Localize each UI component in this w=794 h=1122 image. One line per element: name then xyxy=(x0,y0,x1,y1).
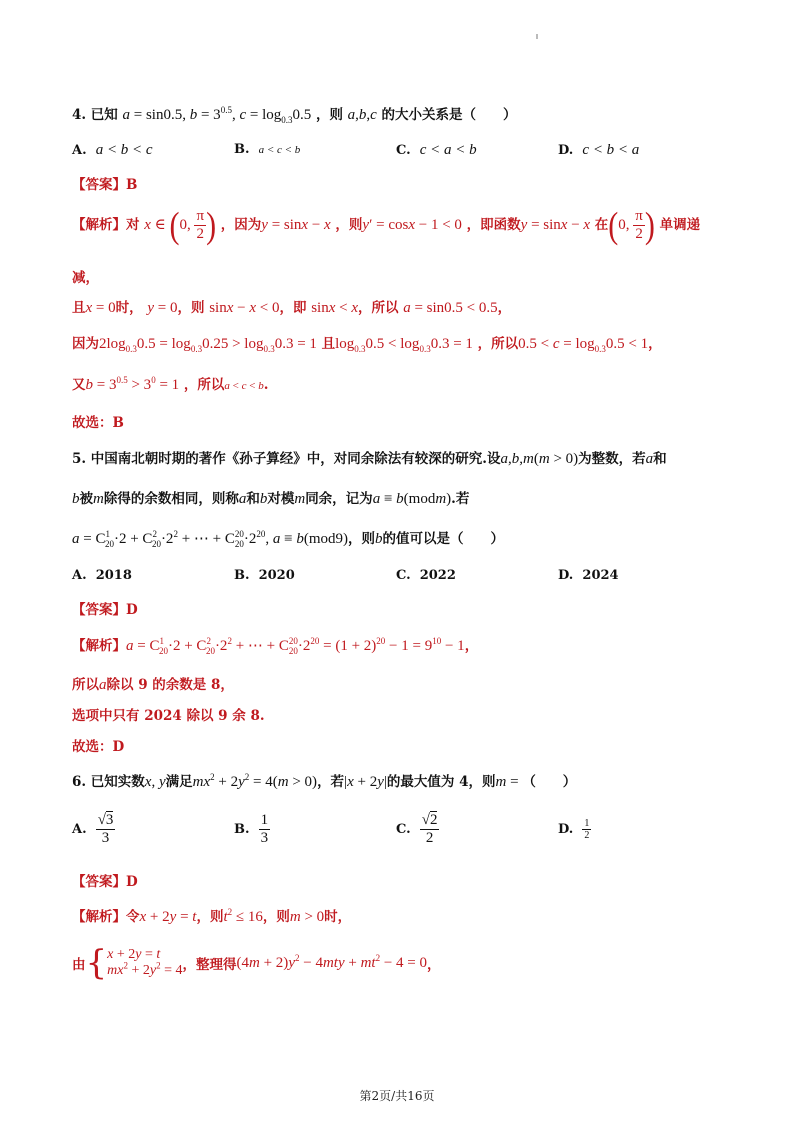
q5-stem-line3: $a = C^1_{20}\cdot 2 + C^2_{20}\cdot 2^2$ + ⋯ + $C^{20}_{20}\cdot 2^{20}$, a ≡ b(mod9)，则b的值可以是（ ） xyxy=(72,529,505,549)
q4-analysis-line2: 减， xyxy=(72,270,99,286)
question-number: 4. xyxy=(72,107,87,123)
q6-stem: 6. 已知实数x, y满足$mx^2 + 2y^2 = 4(m > 0)$，若|x + 2y|的最大值为 4，则m = （ ） xyxy=(72,772,577,790)
q5-analysis-line2: 所以a除以 9 的余数是 8， xyxy=(72,677,234,693)
q4-option-d: D. c < b < a xyxy=(558,142,640,158)
q5-stem-line2: b被m除得的余数相同，则称a和b对模m同余，记为a ≡ b(modm).若 xyxy=(72,491,470,507)
q5-option-b: B. 2020 xyxy=(234,568,295,583)
q6-answer: 【答案】D xyxy=(72,874,138,890)
q4-expression: a = sin0.5, $b = 3^{0.5}$, $c = \log_{0.3}0.5$ xyxy=(122,105,312,125)
q4-option-a: A. a < b < c xyxy=(72,142,153,158)
q4-analysis-line5: 又$b = 3^{0.5} > 3^0 = 1$ ，所以a < c < b. xyxy=(72,375,269,393)
q6-option-b: B. $\frac{1}{3}$ xyxy=(234,812,269,846)
page-footer: 第2页/共16页 xyxy=(359,1089,435,1103)
q4-answer: 【答案】B xyxy=(72,177,138,193)
q6-option-c: C. $\frac{√2}{2}$ xyxy=(396,812,438,846)
q6-analysis-line2: 由 { x + 2y = t $mx^2 + 2y^2 = 4$ ，整理得 $(4m + 2)y^2 - 4mty + mt^2 - 4 = 0$ ， xyxy=(72,943,441,983)
q4-option-b: B. a < c < b xyxy=(234,142,301,157)
q5-answer: 【答案】D xyxy=(72,602,138,618)
q4-analysis-line1: 【解析】对 x ∈ (0, $\frac{\pi}{2}$ ) ，因为y = sinx − x ，则y′ = cosx − 1 < 0 ，即函数y = sinx − x 在(0, $\frac{\pi}{2}$ ) 单调递 xyxy=(72,204,701,246)
q4-conclusion: 故选：B xyxy=(72,415,124,431)
q5-option-a: A. 2018 xyxy=(72,568,132,583)
q5-stem-line1: 5. 中国南北朝时期的著作《孙子算经》中，对同余除法有较深的研究.设a,b,m(m > 0)为整数，若a和 xyxy=(72,451,667,467)
q5-analysis-line3: 选项中只有 2024 除以 9 余 8. xyxy=(72,708,265,724)
q5-analysis-line1: 【解析】$a = C^1_{20}\cdot 2 + C^2_{20}\cdot 2^2$ + ⋯ + $C^{20}_{20}\cdot 2^{20} = (1 + 2)^{20} - 1 = 9^{10} - 1$， xyxy=(72,636,479,656)
q6-option-d: D. $\frac{1}{2}$ xyxy=(558,818,590,841)
q6-analysis-line1: 【解析】令x + 2y = t，则$t^2 \le 16$，则m > 0时， xyxy=(72,907,352,925)
q4-stem: 4. 已知 a = sin0.5, $b = 3^{0.5}$, $c = \log_{0.3}0.5$ ，则 a,b,c 的大小关系是（ ） xyxy=(72,105,517,125)
question-number: 5. xyxy=(72,451,87,467)
q6-option-a: A. $\frac{√3}{3}$ xyxy=(72,812,114,846)
question-number: 6. xyxy=(72,774,87,790)
q4-analysis-line3: 且x = 0时， y = 0，则 sinx − x < 0，即 sinx < x，所以 a = sin0.5 < 0.5， xyxy=(72,300,512,316)
q5-conclusion: 故选：D xyxy=(72,739,125,755)
q4-option-c: C. c < a < b xyxy=(396,142,477,158)
q4-analysis-line4: 因为$2\log_{0.3}0.5 = \log_{0.3}0.25 > \log_{0.3}0.3 = 1$ 且$\log_{0.3}0.5 < \log_{0.3}0.3 = 1$ ，所以$0.5 < c = \log_{0.3}0.5 < 1$， xyxy=(72,336,662,354)
q5-option-d: D. 2024 xyxy=(558,568,619,583)
scan-mark xyxy=(536,34,538,39)
q5-option-c: C. 2022 xyxy=(396,568,456,583)
